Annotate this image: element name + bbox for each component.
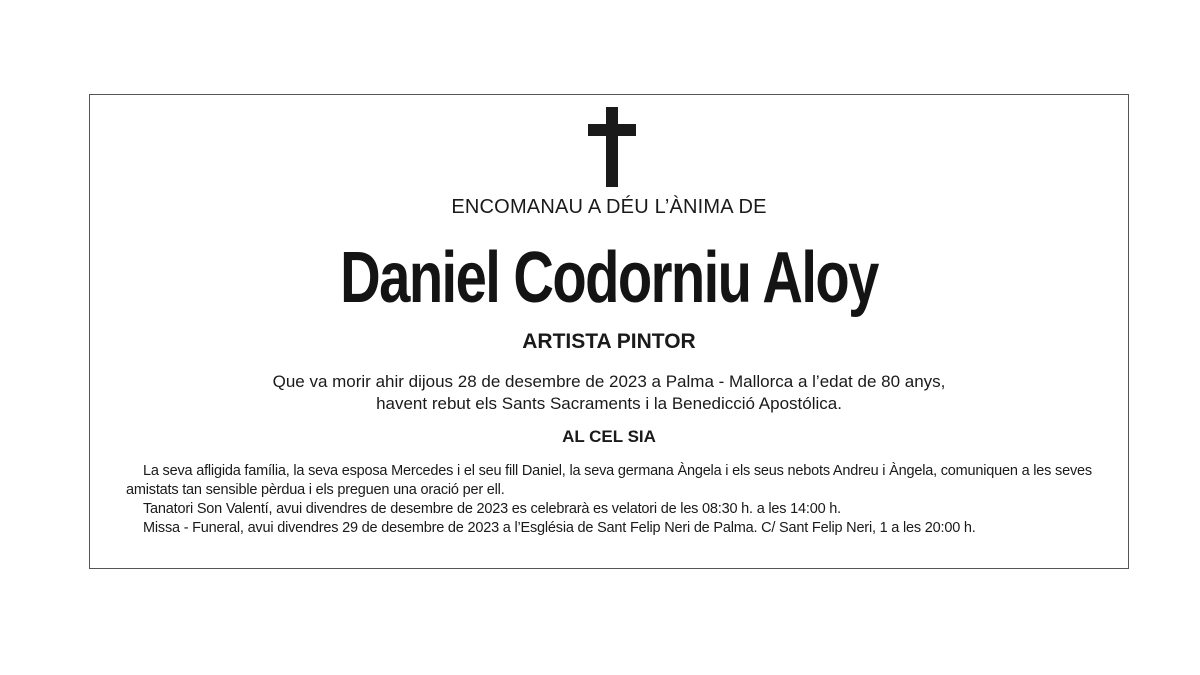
mass-paragraph: Missa - Funeral, avui divendres 29 de desembre de 2023 a l’Església de Sant Felip Neri de Palma. C/ Sant Felip Neri, 1 a les 20:00 h. <box>143 520 976 536</box>
family-paragraph: La seva afligida família, la seva esposa Mercedes i el seu fill Daniel, la seva germana Àngela i els seus nebots Andreu i Àngela, comuniquen a les seves amistats tan sensible pèrdua i els preguen una oració per ell. <box>126 463 1092 498</box>
notice-body <box>126 462 1116 538</box>
death-announcement <box>90 371 1128 415</box>
cross-icon <box>588 107 636 187</box>
intro-text: ENCOMANAU A DÉU L’ÀNIMA DE <box>451 196 767 218</box>
death-line-1: Que va morir ahir dijous 28 de desembre de 2023 a Palma - Mallorca a l’edat de 80 anys, <box>272 372 946 391</box>
obituary-card <box>89 94 1129 569</box>
death-line-2: havent rebut els Sants Sacraments i la Benedicció Apostólica. <box>376 394 842 413</box>
deceased-name: Daniel Codorniu Aloy <box>340 238 878 318</box>
al-cel-sia-heading: AL CEL SIA <box>562 427 656 446</box>
profession-subtitle: ARTISTA PINTOR <box>522 330 696 353</box>
wake-paragraph: Tanatori Son Valentí, avui divendres de desembre de 2023 es celebrarà es velatori de les 08:30 h. a les 14:00 h. <box>143 501 841 517</box>
